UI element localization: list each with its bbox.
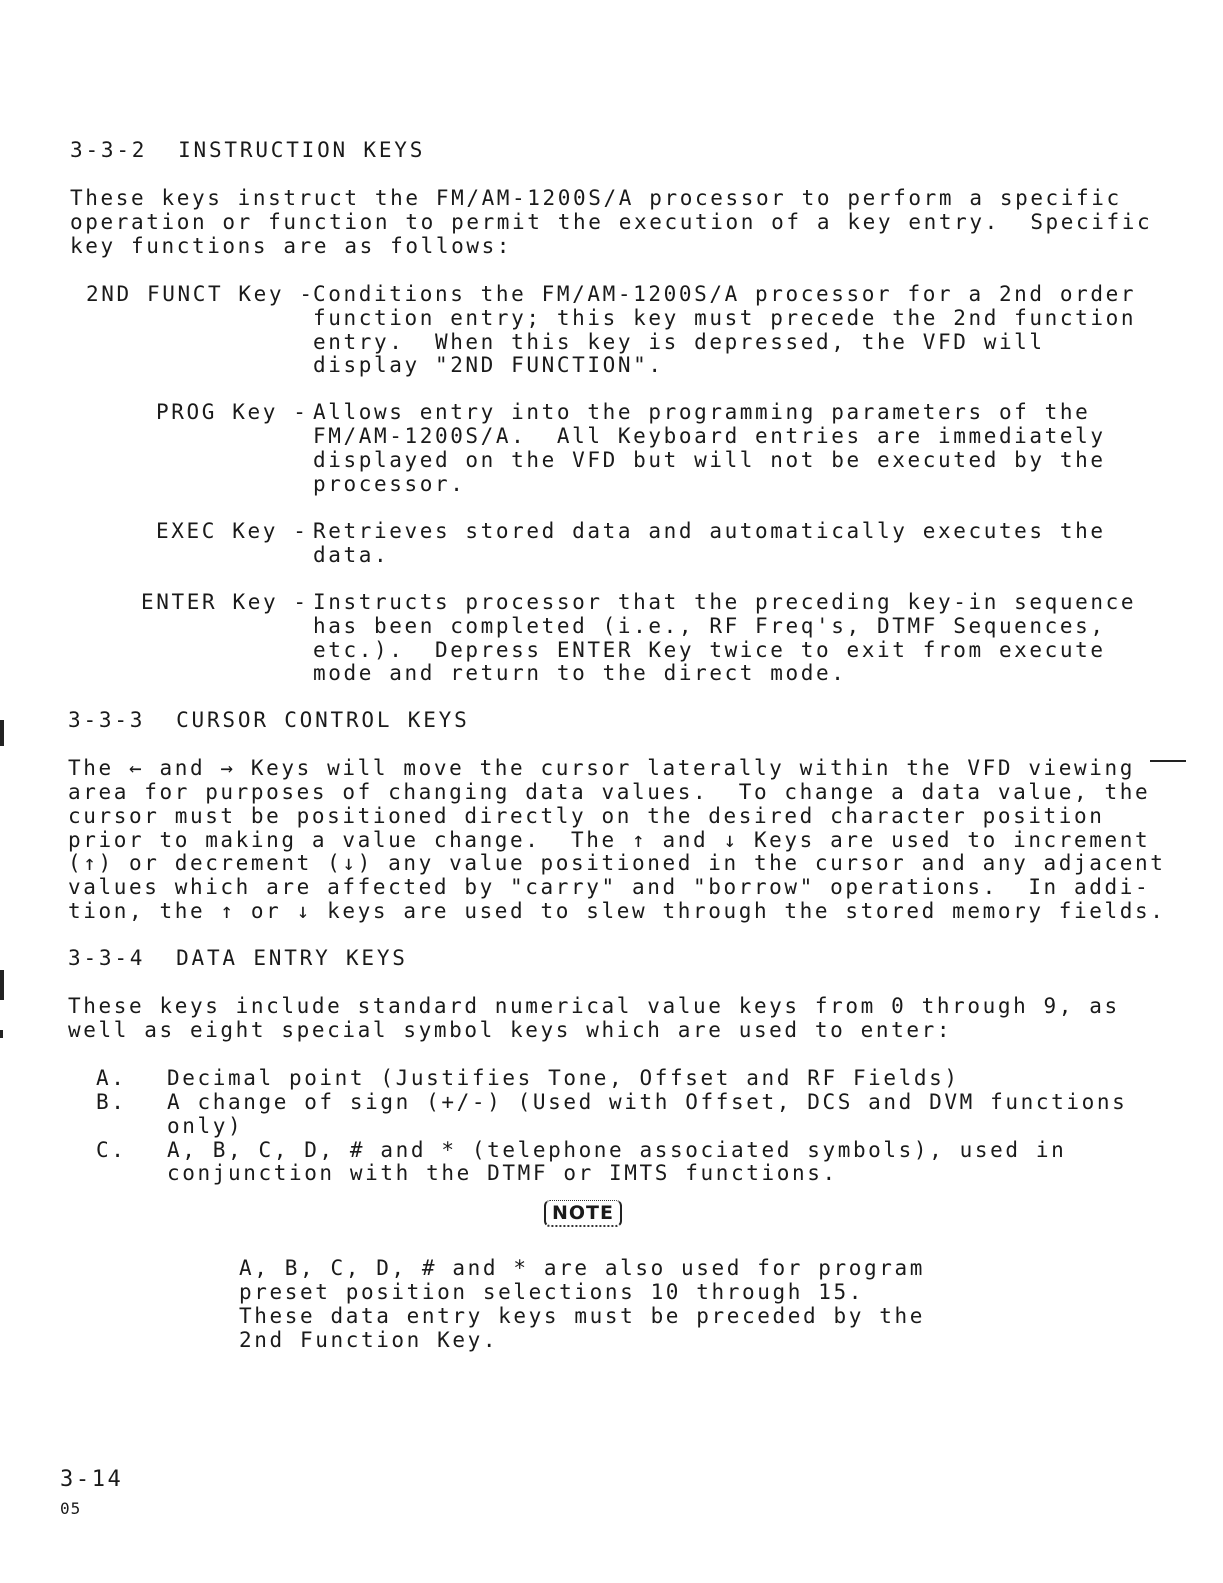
key-label-2nd-funct: 2ND FUNCT Key -: [86, 282, 315, 306]
body-line: values which are affected by "carry" and "borrow" operations. In addi-: [68, 875, 1151, 899]
key-label-prog: PROG Key -: [156, 400, 309, 424]
margin-scan-mark: [0, 1030, 3, 1038]
key-desc-line: data.: [313, 543, 390, 567]
body-line: prior to making a value change. The ↑ and ↓ Keys are used to increment: [68, 828, 1151, 852]
key-desc-line: Instructs processor that the preceding key-in sequence: [313, 590, 1137, 614]
intro-line: These keys include standard numerical value keys from 0 through 9, as: [68, 994, 1120, 1018]
body-line: tion, the ↑ or ↓ keys are used to slew through the stored memory fields.: [68, 899, 1166, 923]
key-label-enter: ENTER Key -: [141, 590, 309, 614]
key-desc-line: Retrieves stored data and automatically executes the: [313, 519, 1106, 543]
margin-scan-mark: [1150, 760, 1186, 762]
note-label: NOTE: [544, 1200, 622, 1227]
list-item-line: A change of sign (+/-) (Used with Offset, DCS and DVM functions: [167, 1090, 1128, 1114]
key-desc-line: etc.). Depress ENTER Key twice to exit from execute: [313, 638, 1106, 662]
key-desc-line: processor.: [313, 472, 466, 496]
intro-line: These keys instruct the FM/AM-1200S/A processor to perform a specific: [70, 186, 1122, 210]
key-desc-line: display "2ND FUNCTION".: [313, 353, 664, 377]
body-line: The ← and → Keys will move the cursor laterally within the VFD viewing: [68, 756, 1136, 780]
intro-line: operation or function to permit the execution of a key entry. Specific: [70, 210, 1153, 234]
key-desc-line: Conditions the FM/AM-1200S/A processor for a 2nd order: [313, 282, 1137, 306]
section-heading-instruction-keys: 3-3-2 INSTRUCTION KEYS: [70, 138, 426, 162]
revision-number: 05: [60, 1499, 82, 1518]
list-item-line: Decimal point (Justifies Tone, Offset and RF Fields): [167, 1066, 960, 1090]
key-desc-line: Allows entry into the programming parameters of the: [313, 400, 1091, 424]
body-line: area for purposes of changing data values. To change a data value, the: [68, 780, 1151, 804]
list-letter-a: A.: [96, 1066, 127, 1090]
margin-scan-mark: [0, 970, 4, 1000]
section-heading-data-entry-keys: 3-3-4 DATA ENTRY KEYS: [68, 946, 408, 970]
list-item-line: only): [167, 1114, 244, 1138]
key-desc-line: entry. When this key is depressed, the VFD will: [313, 330, 1045, 354]
key-desc-line: mode and return to the direct mode.: [313, 661, 847, 685]
note-line: preset position selections 10 through 15.: [239, 1280, 864, 1304]
margin-scan-mark: [0, 720, 4, 746]
list-letter-c: C.: [96, 1138, 127, 1162]
note-line: A, B, C, D, # and * are also used for program: [239, 1256, 925, 1280]
key-label-exec: EXEC Key -: [156, 519, 309, 543]
note-line: These data entry keys must be preceded by the: [239, 1304, 925, 1328]
section-heading-cursor-control-keys: 3-3-3 CURSOR CONTROL KEYS: [68, 708, 470, 732]
note-line: 2nd Function Key.: [239, 1328, 499, 1352]
key-desc-line: function entry; this key must precede the 2nd function: [313, 306, 1137, 330]
intro-line: well as eight special symbol keys which are used to enter:: [68, 1018, 953, 1042]
list-item-line: conjunction with the DTMF or IMTS functions.: [167, 1161, 838, 1185]
page-number: 3-14: [60, 1467, 124, 1492]
body-line: cursor must be positioned directly on the desired character position: [68, 804, 1105, 828]
key-desc-line: has been completed (i.e., RF Freq's, DTMF Sequences,: [313, 614, 1106, 638]
intro-line: key functions are as follows:: [70, 234, 513, 258]
key-desc-line: FM/AM-1200S/A. All Keyboard entries are immediately: [313, 424, 1106, 448]
key-desc-line: displayed on the VFD but will not be executed by the: [313, 448, 1106, 472]
list-item-line: A, B, C, D, # and * (telephone associated symbols), used in: [167, 1138, 1067, 1162]
body-line: (↑) or decrement (↓) any value positioned in the cursor and any adjacent: [68, 851, 1166, 875]
list-letter-b: B.: [96, 1090, 127, 1114]
